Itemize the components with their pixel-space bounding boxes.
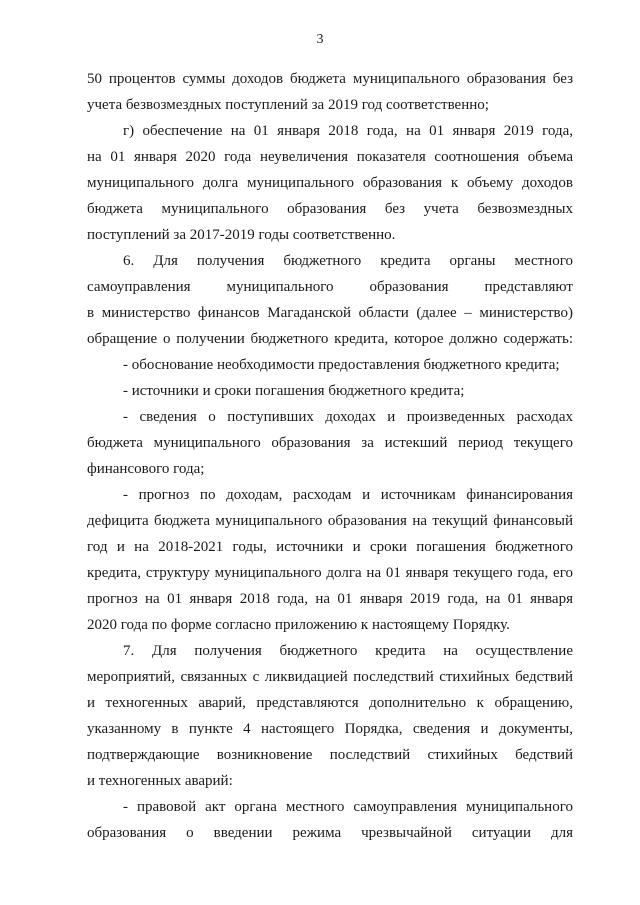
text-line: в министерство финансов Магаданской области (далее – министерство) bbox=[87, 305, 573, 321]
text-line: на 01 января 2020 года неувеличения показателя соотношения объема bbox=[87, 149, 573, 165]
text-line: и техногенных аварий, представляются дополнительно к обращению, bbox=[87, 695, 573, 711]
text-line: - сведения о поступивших доходах и произведенных расходах bbox=[123, 409, 573, 425]
text-line: кредита, структуру муниципального долга на 01 января текущего года, его bbox=[87, 565, 573, 581]
text-line: и техногенных аварий: bbox=[87, 773, 233, 789]
text-line: 6. Для получения бюджетного кредита органы местного bbox=[123, 253, 573, 269]
text-line: самоуправления муниципального образования представляют bbox=[87, 279, 573, 295]
text-line: образования о введении режима чрезвычайной ситуации для bbox=[87, 825, 573, 841]
text-line: 2020 года по форме согласно приложению к настоящему Порядку. bbox=[87, 617, 510, 633]
text-line: обращение о получении бюджетного кредита, которое должно содержать: bbox=[87, 331, 573, 347]
text-line: 7. Для получения бюджетного кредита на осуществление bbox=[123, 643, 573, 659]
text-line: - прогноз по доходам, расходам и источникам финансирования bbox=[123, 487, 573, 503]
text-line: бюджета муниципального образования без учета безвозмездных bbox=[87, 201, 573, 217]
text-line: мероприятий, связанных с ликвидацией последствий стихийных бедствий bbox=[87, 669, 573, 685]
text-line: - правовой акт органа местного самоуправления муниципального bbox=[123, 799, 573, 815]
text-line: муниципального долга муниципального образования к объему доходов bbox=[87, 175, 573, 191]
text-line: - источники и сроки погашения бюджетного кредита; bbox=[123, 383, 465, 399]
text-line: дефицита бюджета муниципального образования на текущий финансовый bbox=[87, 513, 573, 529]
page-number: 3 bbox=[316, 32, 324, 47]
text-line: год и на 2018-2021 годы, источники и сроки погашения бюджетного bbox=[87, 539, 573, 555]
text-line: 50 процентов суммы доходов бюджета муниципального образования без bbox=[87, 71, 573, 87]
document-body bbox=[87, 66, 573, 846]
text-line: поступлений за 2017-2019 годы соответственно. bbox=[87, 227, 396, 243]
text-line: учета безвозмездных поступлений за 2019 год соответственно; bbox=[87, 97, 489, 113]
text-line: г) обеспечение на 01 января 2018 года, на 01 января 2019 года, bbox=[123, 123, 573, 139]
text-line: подтверждающие возникновение последствий стихийных бедствий bbox=[87, 747, 573, 763]
text-line: прогноз на 01 января 2018 года, на 01 января 2019 года, на 01 января bbox=[87, 591, 573, 607]
text-line: - обоснование необходимости предоставления бюджетного кредита; bbox=[123, 357, 560, 373]
text-line: финансового года; bbox=[87, 461, 205, 477]
text-line: бюджета муниципального образования за истекший период текущего bbox=[87, 435, 573, 451]
text-line: указанному в пункте 4 настоящего Порядка, сведения и документы, bbox=[87, 721, 573, 737]
